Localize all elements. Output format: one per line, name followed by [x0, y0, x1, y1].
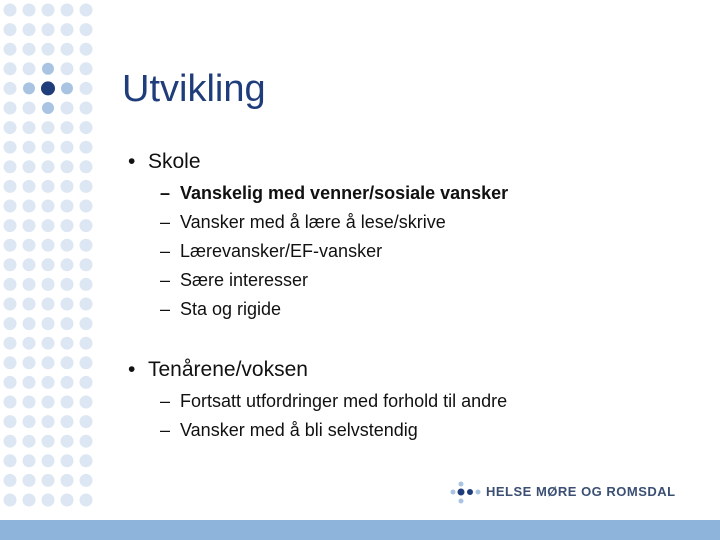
decorative-dot	[80, 454, 93, 467]
decorative-dot	[80, 4, 93, 17]
decorative-dot	[80, 298, 93, 311]
decorative-dot	[61, 415, 74, 428]
decorative-dot	[61, 278, 74, 291]
decorative-dot	[80, 23, 93, 36]
decorative-dot	[42, 298, 55, 311]
decorative-dot	[61, 396, 74, 409]
decorative-dot	[80, 396, 93, 409]
list-item-text: Sære interesser	[180, 270, 309, 290]
decorative-dot	[80, 258, 93, 271]
decorative-dot	[4, 317, 17, 330]
decorative-dot	[80, 317, 93, 330]
decorative-dot	[61, 219, 74, 232]
decorative-dot	[23, 356, 36, 369]
dot-pattern-decoration	[0, 0, 110, 540]
decorative-dot	[23, 82, 35, 94]
decorative-dot	[80, 376, 93, 389]
decorative-dot	[23, 258, 36, 271]
section-heading-teens-adult	[128, 357, 308, 383]
decorative-dot	[4, 415, 17, 428]
decorative-dot	[4, 376, 17, 389]
decorative-dot	[42, 356, 55, 369]
bullet-icon: •	[128, 150, 136, 173]
dash-icon: –	[160, 212, 171, 232]
decorative-dot	[61, 43, 74, 56]
decorative-dot	[4, 43, 17, 56]
decorative-dot	[42, 415, 55, 428]
decorative-dot	[61, 82, 73, 94]
decorative-dot	[23, 43, 36, 56]
decorative-dot	[61, 258, 74, 271]
decorative-dot	[80, 160, 93, 173]
decorative-dot	[23, 62, 36, 75]
decorative-dot	[42, 141, 55, 154]
decorative-dot	[23, 415, 36, 428]
decorative-dot	[4, 258, 17, 271]
decorative-dot	[42, 454, 55, 467]
list-item	[160, 298, 281, 320]
decorative-dot	[80, 494, 93, 507]
decorative-dot	[4, 494, 17, 507]
decorative-dot	[23, 121, 36, 134]
decorative-dot	[23, 160, 36, 173]
decorative-dot	[42, 376, 55, 389]
dash-icon: –	[160, 391, 171, 411]
decorative-dot	[42, 180, 55, 193]
decorative-dot	[23, 180, 36, 193]
decorative-dot	[80, 121, 93, 134]
decorative-dot	[42, 43, 55, 56]
decorative-dot	[42, 121, 55, 134]
decorative-dot	[4, 200, 17, 213]
decorative-dot	[42, 337, 55, 350]
decorative-dot	[61, 298, 74, 311]
decorative-dot	[42, 4, 55, 17]
decorative-dot	[61, 121, 74, 134]
decorative-dot	[61, 376, 74, 389]
decorative-dot	[61, 200, 74, 213]
decorative-dot	[80, 415, 93, 428]
decorative-dot	[61, 356, 74, 369]
decorative-dot	[23, 337, 36, 350]
section-heading-label: Skole	[148, 150, 201, 173]
list-item-text: Fortsatt utfordringer med forhold til andre	[180, 391, 508, 411]
slide-title: Utvikling	[122, 68, 266, 110]
decorative-dot	[4, 219, 17, 232]
decorative-dot	[23, 23, 36, 36]
list-item-text: Lærevansker/EF-vansker	[180, 241, 383, 261]
decorative-dot	[61, 239, 74, 252]
decorative-dot	[61, 317, 74, 330]
list-item-text: Sta og rigide	[180, 299, 282, 319]
decorative-dot	[80, 278, 93, 291]
decorative-dot	[61, 62, 74, 75]
list-item	[160, 419, 418, 441]
decorative-dot	[23, 219, 36, 232]
decorative-dot	[23, 200, 36, 213]
decorative-dot	[42, 317, 55, 330]
decorative-dot	[42, 474, 55, 487]
decorative-dot	[80, 239, 93, 252]
decorative-dot	[42, 23, 55, 36]
decorative-dot	[42, 239, 55, 252]
decorative-dot	[4, 121, 17, 134]
decorative-dot	[80, 337, 93, 350]
decorative-dot	[61, 180, 74, 193]
decorative-dot	[61, 494, 74, 507]
decorative-dot	[23, 141, 36, 154]
decorative-dot	[4, 180, 17, 193]
decorative-dot	[42, 102, 54, 114]
decorative-dot	[23, 4, 36, 17]
list-item	[160, 390, 507, 412]
decorative-dot	[42, 63, 54, 75]
list-item-text: Vanskelig med venner/sosiale vansker	[180, 183, 509, 203]
decorative-dot	[61, 141, 74, 154]
list-item	[160, 211, 446, 233]
decorative-dot	[61, 337, 74, 350]
decorative-dot	[80, 435, 93, 448]
decorative-dot	[4, 239, 17, 252]
decorative-dot	[23, 278, 36, 291]
list-item	[160, 269, 308, 291]
list-item	[160, 240, 382, 262]
decorative-dot	[61, 454, 74, 467]
list-item-text: Vansker med å lære å lese/skrive	[180, 212, 446, 232]
decorative-dot	[42, 160, 55, 173]
decorative-dot	[80, 200, 93, 213]
decorative-dot	[4, 278, 17, 291]
decorative-dot	[42, 258, 55, 271]
dash-icon: –	[160, 183, 171, 203]
section-heading-school	[128, 149, 201, 175]
decorative-dot	[80, 62, 93, 75]
decorative-dot	[23, 435, 36, 448]
decorative-dot	[23, 454, 36, 467]
decorative-dot	[42, 278, 55, 291]
decorative-dot	[80, 141, 93, 154]
dash-icon: –	[160, 270, 171, 290]
decorative-dot	[80, 102, 93, 115]
logo-dots-icon	[448, 478, 482, 506]
decorative-dot	[42, 435, 55, 448]
list-item-text: Vansker med å bli selvstendig	[180, 420, 418, 440]
decorative-dot	[23, 239, 36, 252]
decorative-dot	[4, 356, 17, 369]
decorative-dot	[4, 62, 17, 75]
decorative-dot	[23, 102, 36, 115]
decorative-dot	[61, 4, 74, 17]
decorative-dot	[61, 474, 74, 487]
decorative-dot	[4, 396, 17, 409]
decorative-dot	[42, 219, 55, 232]
decorative-dot	[61, 160, 74, 173]
decorative-dot	[4, 337, 17, 350]
section-heading-label: Tenårene/voksen	[148, 358, 308, 381]
logo-text: HELSE MØRE OG ROMSDAL	[486, 484, 676, 499]
decorative-dot	[4, 454, 17, 467]
bullet-icon: •	[128, 358, 136, 381]
decorative-dot	[4, 102, 17, 115]
decorative-dot	[23, 376, 36, 389]
footer-bar	[0, 520, 720, 540]
dash-icon: –	[160, 241, 171, 261]
decorative-dot	[42, 396, 55, 409]
decorative-dot	[4, 141, 17, 154]
decorative-dot	[80, 43, 93, 56]
decorative-dot	[41, 81, 55, 95]
dash-icon: –	[160, 420, 171, 440]
decorative-dot	[61, 102, 74, 115]
decorative-dot	[4, 298, 17, 311]
decorative-dot	[23, 396, 36, 409]
decorative-dot	[4, 82, 17, 95]
decorative-dot	[42, 494, 55, 507]
decorative-dot	[4, 23, 17, 36]
decorative-dot	[80, 219, 93, 232]
decorative-dot	[23, 298, 36, 311]
decorative-dot	[80, 180, 93, 193]
decorative-dot	[61, 435, 74, 448]
decorative-dot	[4, 4, 17, 17]
dash-icon: –	[160, 299, 171, 319]
decorative-dot	[23, 317, 36, 330]
decorative-dot	[23, 494, 36, 507]
decorative-dot	[80, 82, 93, 95]
decorative-dot	[4, 435, 17, 448]
decorative-dot	[4, 474, 17, 487]
list-item	[160, 182, 508, 204]
decorative-dot	[23, 474, 36, 487]
decorative-dot	[42, 200, 55, 213]
decorative-dot	[80, 474, 93, 487]
decorative-dot	[61, 23, 74, 36]
decorative-dot	[80, 356, 93, 369]
decorative-dot	[4, 160, 17, 173]
